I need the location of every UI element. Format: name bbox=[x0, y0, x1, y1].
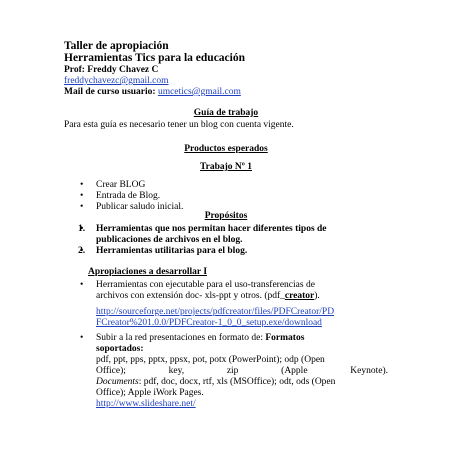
formats-line-4: Office); Apple iWork Pages. bbox=[96, 388, 204, 398]
list-item bbox=[76, 224, 388, 246]
propositos-list bbox=[76, 224, 388, 257]
course-email-link[interactable]: umcetics@gmail.com bbox=[157, 87, 241, 97]
soportados-label: soportados: bbox=[96, 344, 144, 354]
formats-line-3 bbox=[96, 377, 335, 388]
proposito-1-line2: publicaciones de archivos en el blog. bbox=[96, 235, 243, 245]
format-word: Keynote). bbox=[350, 366, 388, 376]
documents-label: Documents bbox=[96, 377, 139, 387]
guia-heading: Guía de trabajo bbox=[193, 108, 259, 118]
apropiacion-1-suffix: ). bbox=[314, 291, 320, 301]
list-item: • Publicar saludo inicial. bbox=[76, 202, 183, 213]
apropiacion-1-line1: • Herramientas con ejecutable para el uso-transferencias de bbox=[96, 280, 315, 290]
format-word: zip bbox=[226, 366, 239, 376]
apropiacion-2-line1 bbox=[96, 333, 388, 344]
slideshare-link[interactable]: http://www.slideshare.net/ bbox=[96, 399, 196, 409]
guia-intro: Para esta guía es necesario tener un blog con cuenta vigente. bbox=[64, 120, 294, 130]
proposito-1-line1: Herramientas que nos permitan hacer diferentes tipos de bbox=[96, 224, 327, 234]
apropiacion-2-text: Subir a la red presentaciones en formato de: bbox=[96, 333, 263, 343]
doc-title: Taller de apropiación bbox=[64, 40, 169, 52]
apropiacion-1-line2 bbox=[96, 291, 388, 302]
list-item: • Entrada de Blog. bbox=[76, 191, 183, 202]
pdfcreator-name: creator bbox=[284, 291, 315, 301]
list-item bbox=[76, 280, 388, 302]
list-item: • Crear BLOG bbox=[76, 180, 183, 191]
proposito-2-line1: Herramientas utilitarias para el blog. bbox=[96, 246, 248, 256]
apropiaciones-heading: Apropiaciones a desarrollar I bbox=[88, 267, 208, 277]
format-word: key, bbox=[168, 366, 185, 376]
apropiaciones-item-1 bbox=[76, 280, 388, 302]
apropiacion-1-text: archivos con extensión doc- xls-ppt y otros. (pdf_ bbox=[96, 291, 285, 301]
professor-name: Prof: Freddy Chavez C bbox=[64, 65, 159, 75]
course-email-label: Mail de curso usuario bbox=[64, 87, 153, 97]
formats-line-1: pdf, ppt, pps, pptx, ppsx, pot, potx (PowerPoint); odp (Open bbox=[96, 355, 325, 365]
course-email-colon: : bbox=[152, 87, 158, 97]
list-number: • 1. bbox=[78, 224, 86, 234]
professor-email-link[interactable]: freddychavezc@gmail.com bbox=[64, 76, 169, 86]
course-email-line bbox=[64, 87, 241, 98]
pdfcreator-link-line1[interactable]: http://sourceforge.net/projects/pdfcreator/files/PDFCreator/PD bbox=[96, 307, 335, 317]
productos-heading: Productos esperados bbox=[184, 144, 268, 154]
format-word: (Apple bbox=[281, 366, 308, 376]
productos-list bbox=[76, 180, 183, 213]
list-number: • 2. bbox=[78, 246, 86, 256]
formats-line-2 bbox=[96, 366, 388, 377]
formatos-label: Formatos bbox=[265, 333, 305, 343]
apropiaciones-item-2 bbox=[76, 333, 388, 355]
format-word: Office); bbox=[96, 366, 126, 376]
documents-formats: : pdf, doc, docx, rtf, xls (MSOffice); odt, ods (Open bbox=[138, 377, 336, 387]
list-item bbox=[76, 246, 388, 257]
doc-subtitle: Herramientas Tics para la educación bbox=[64, 52, 246, 64]
list-item bbox=[76, 333, 388, 355]
propositos-heading: Propósitos bbox=[204, 211, 248, 221]
pdfcreator-link-line2[interactable]: FCreator%201.0.0/PDFCreator-1_0_0_setup.exe/download bbox=[96, 318, 322, 328]
trabajo-heading: Trabajo Nº 1 bbox=[199, 162, 253, 172]
